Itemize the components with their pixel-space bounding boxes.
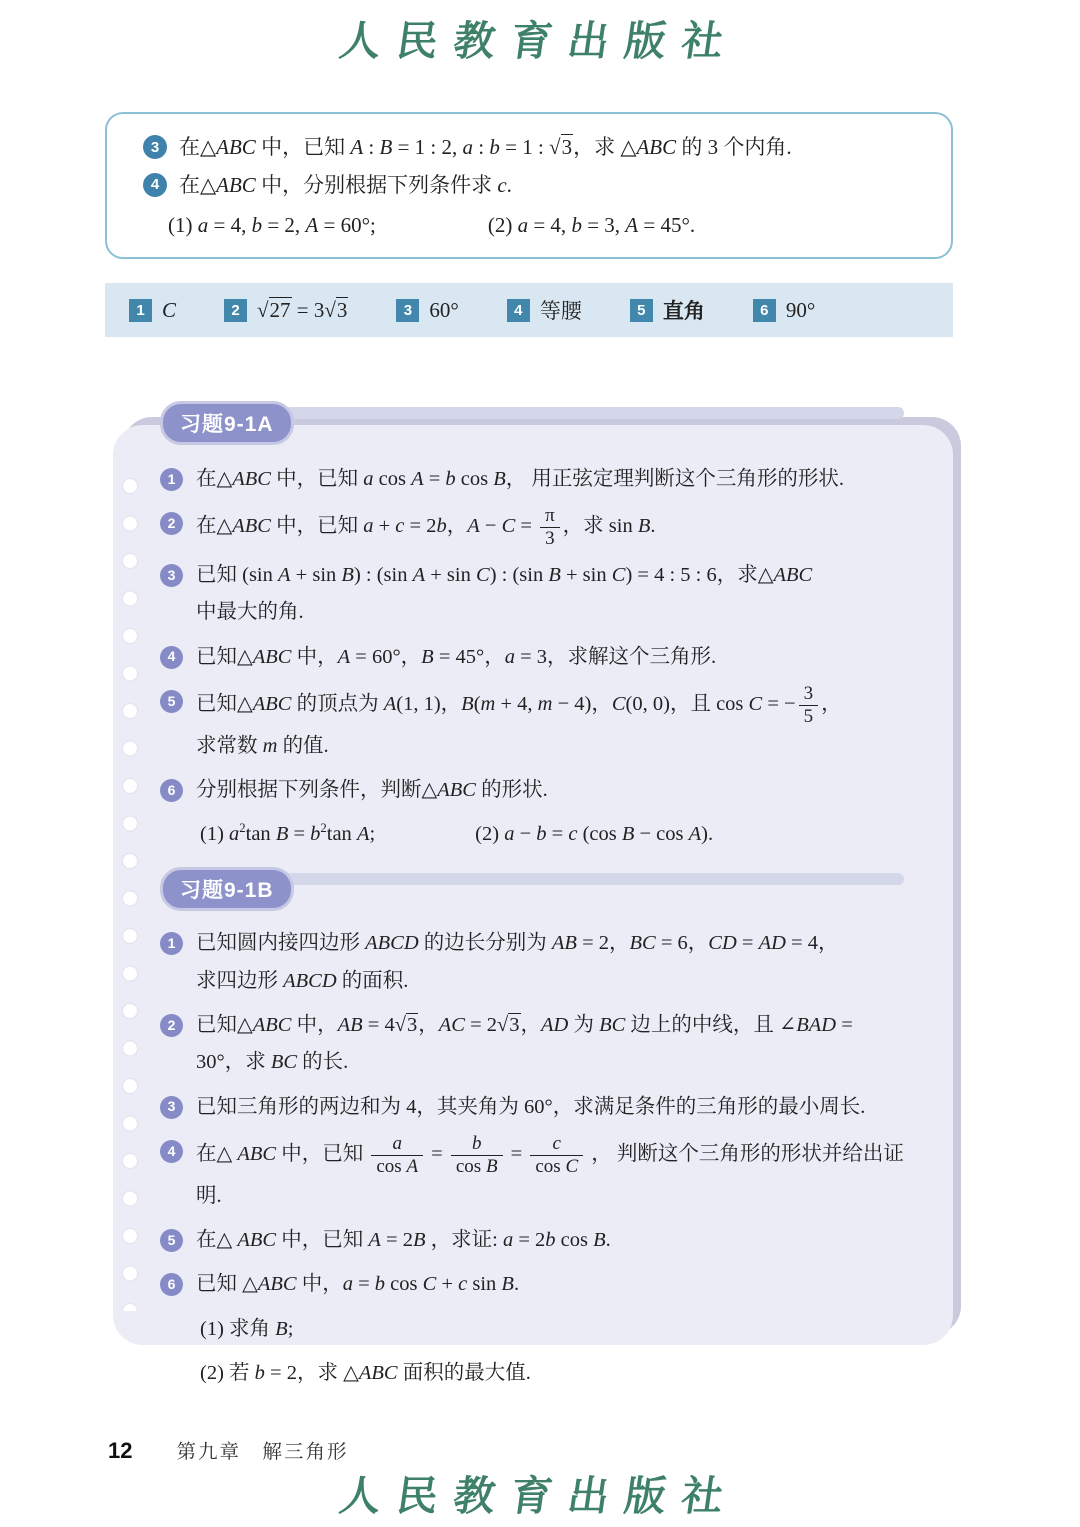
answer-value: 90° [785,297,816,322]
answer-item [224,298,348,323]
problem-text: 已知△ABC 的顶点为 A(1, 1)，B(m + 4, m − 4)，C(0, 0)，且 cos C = − $\frac{3}{5}$ ， 求常数 m 的值. [196,682,842,757]
problem-text: 在△ ABC 中，已知 A = 2B ，求证: a = 2b cos B. [196,1228,611,1251]
problem-number-badge: 2 [160,512,183,535]
problem-number-badge: 6 [160,1273,183,1296]
answer-item [630,295,705,325]
problem-number-badge: 4 [160,646,183,669]
exercise-panel [113,413,953,1384]
section-title-bar [284,407,904,419]
page-footer [108,1436,349,1464]
condition-1: (1) 求角 B; [200,1317,294,1340]
problem-text: 已知圆内接四边形 ABCD 的边长分别为 AB = 2，BC = 6，CD = AD = 4， 求四边形 ABCD 的面积. [196,932,839,992]
problem-number-badge: 5 [160,690,183,713]
condition-1: (1) $a^2\tan$ $B = b^2\tan$ A; [200,821,376,846]
answer-number-badge: 1 [129,299,152,322]
publisher-logo-bottom: 人民教育出版社 [336,1472,743,1520]
exercise-b-problem-3 [160,1089,921,1126]
answer-number-badge: 5 [630,299,653,322]
page-number: 12 [108,1438,133,1463]
answer-value: C [162,297,177,322]
answer-number-badge: 6 [753,299,776,322]
exercise-a-problem-5 [160,683,921,765]
problem-number-badge: 3 [143,135,167,159]
problem-text: 在△ ABC 中，已知 $\frac{a}{\text{cos A}}$ = $\frac{b}{\text{cos B}}$ = $\frac{c}{\text{cos C}}$ ， 判断这个三角形的形状并给出证明. [196,1132,904,1207]
problem-number-badge: 1 [160,932,183,955]
answer-value: 等腰 [539,299,582,323]
review-problem-box [105,112,953,259]
problem-text: 在△ABC 中，已知 a + c = 2b，A − C = $\frac{\pi}{3}$ ，求 sin B. [196,505,656,550]
problem-number-badge: 6 [160,779,183,802]
answer-item [129,298,176,323]
review-problem-4-conditions [143,207,931,245]
exercise-a-problem-2 [160,505,921,550]
exercise-a-problem-1 [160,461,921,498]
answer-value: 直角 [662,300,705,323]
review-problem-3 [143,129,931,167]
problem-number-badge: 4 [160,1140,183,1163]
answer-number-badge: 2 [224,299,247,322]
answer-bar [105,283,953,337]
problem-text: 分别根据下列条件，判断△ABC 的形状. [196,778,548,801]
chapter-title: 第九章 解三角形 [176,1441,349,1463]
problem-text: 在△ABC 中，分别根据下列条件求 c. [179,172,512,197]
problem-text: 已知 (sin A + sin B) : (sin A + sin C) : (sin B + sin C) = 4 : 5 : 6，求△ABC 中最大的角. [196,563,813,624]
exercise-b-problem-1 [160,925,921,1000]
problem-text: 已知 △ABC 中，a = b cos C + c sin B. [196,1273,520,1296]
exercise-a-problem-3 [160,557,921,632]
exercise-b-problem-6 [160,1266,921,1303]
problem-text: 在△ABC 中，已知 A : B = 1 : 2, a : b = 1 : √3，求 △ABC 的 3 个内角. [179,135,792,159]
problem-number-badge: 3 [160,1096,183,1119]
answer-item [753,298,815,323]
exercise-b-problem-2 [160,1007,921,1082]
section-title-badge: 习题9-1A [160,401,294,445]
problem-number-badge: 1 [160,468,183,491]
condition-2: (2) a − b = c (cos B − cos A). [475,823,714,846]
review-problem-4 [143,167,931,205]
section-header-9-1a [160,401,921,445]
exercise-b-problem-5 [160,1222,921,1259]
problem-number-badge: 5 [160,1229,183,1252]
condition-1: (1) a = 4, b = 2, A = 60°; [168,212,376,237]
problem-number-badge: 3 [160,564,183,587]
exercise-b-problem-6-part-2 [160,1355,921,1392]
binding-holes [117,467,143,1311]
exercise-a-problem-6-conditions [160,816,921,853]
exercise-b-problem-6-part-1 [160,1311,921,1348]
exercise-b-problem-4 [160,1133,921,1215]
section-title-badge: 习题9-1B [160,867,294,911]
problem-text: 在△ABC 中，已知 a cos A = b cos B， 用正弦定理判断这个三角形的形状. [196,468,845,490]
problem-text: 已知△ABC 中，A = 60°，B = 45°，a = 3，求解这个三角形. [196,645,717,668]
problem-number-badge: 2 [160,1014,183,1037]
section-title-bar [284,873,904,885]
exercise-a-problem-6 [160,772,921,809]
answer-number-badge: 4 [507,299,530,322]
answer-value: 60° [429,297,459,322]
condition-2: (2) 若 b = 2，求 △ABC 面积的最大值. [200,1361,531,1384]
answer-value: √27 = 3√3 [257,297,348,322]
answer-item [396,298,458,323]
exercise-a-problem-4 [160,639,921,676]
answer-item [507,295,582,325]
condition-2: (2) a = 4, b = 3, A = 45°. [487,212,696,237]
problem-number-badge: 4 [143,173,167,197]
problem-text: 已知三角形的两边和为 4，其夹角为 60°，求满足条件的三角形的最小周长. [196,1095,866,1118]
section-header-9-1b [160,867,921,911]
problem-text: 已知△ABC 中，AB = 4√3，AC = 2√3，AD 为 BC 边上的中线，且 ∠BAD = 30°，求 BC 的长. [196,1014,853,1074]
answer-number-badge: 3 [396,299,419,322]
publisher-logo-top: 人民教育出版社 [336,17,743,65]
